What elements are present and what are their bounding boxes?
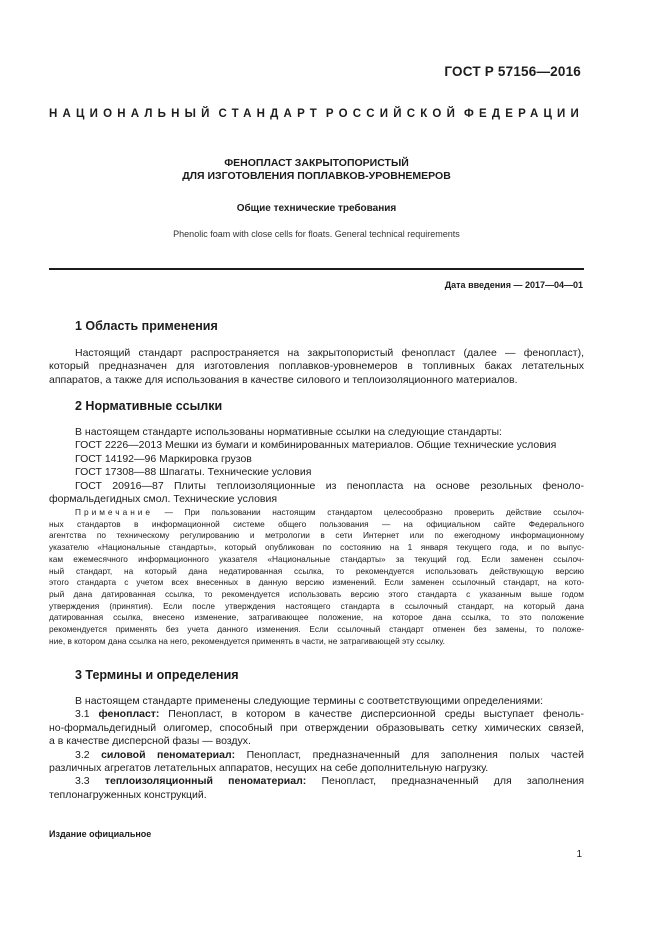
term-3-1 [75,708,584,721]
term-3-3 [75,775,584,788]
term-3-3-number: 3.3 [75,775,90,788]
term-3-3-definition: Пенопласт, предназначенный для заполнения [306,775,584,788]
section-1-heading: 1 Область применения [75,319,218,333]
note-line-8: рый дана датированная ссылка, то рекомендуется использовать версию этого стандарта с указанным выше годом [49,588,584,599]
section-1-line-3: аппаратов, а также для использования в качестве силового и теплоизоляционного материалов. [49,373,518,386]
section-2-body [49,426,584,506]
reference-gost-17308: ГОСТ 17308—88 Шпагаты. Технические условия [75,466,312,479]
term-3-1-name: фенопласт: [98,708,160,721]
note-line-9: утверждения (принятия). Если после утверждения настоящего стандарта в ссылочный стандарт, на который дана [49,600,584,611]
gost-number: ГОСТ Р 57156—2016 [444,64,581,79]
national-standard-word: СТАНДАРТ [218,108,323,120]
term-3-3-cont-1: теплонагруженных конструкций. [49,788,207,801]
note-line-7: этого стандарта с учетом всех внесенных в данную версию изменений. Если заменен ссылочный стандарт, на кото- [49,577,584,588]
document-subtitle: Общие технические требования [236,203,397,214]
term-3-2-name: силовой пеноматериал: [101,748,236,761]
section-2-intro: В настоящем стандарте использованы нормативные ссылки на следующие стандарты: [75,426,502,438]
term-3-2-definition: Пенопласт, предназначенный для заполнения полых частей [235,748,584,761]
national-standard-word: НАЦИОНАЛЬНЫЙ [49,108,215,120]
note-line-6: ный стандарт, на который дана недатированная ссылка, то рекомендуется использовать действующую версию [49,565,584,576]
section-1-line-2: который предназначен для изготовления поплавков-уровнемеров в топливных баках летательных [49,360,584,373]
national-standard-word: РОССИЙСКОЙ [325,108,461,120]
term-3-1-definition: Пенопласт, в котором в качестве дисперсионной среды выступает феноль- [159,708,584,721]
english-title: Phenolic foam with close cells for floats. General technical requirements [173,229,460,239]
term-3-2 [75,749,584,762]
term-3-2-cont-1: различных агрегатов летательных аппаратов, несущих на себе дополнительную нагрузку. [49,762,489,775]
term-3-2-number: 3.2 [75,748,90,761]
term-3-1-number: 3.1 [75,708,90,721]
note-line-2: ных стандартов в информационной системе общего пользования — на официальном сайте Федерального [49,518,584,529]
section-2-note [49,507,584,647]
page-number: 1 [576,849,582,860]
note-line-1-text: — При пользовании настоящим стандартом целесообразно проверить действие ссылоч- [153,507,584,517]
reference-gost-20916: ГОСТ 20916—87 Плиты теплоизоляционные из пенопласта на основе резольных феноло- [75,479,584,492]
term-3-3-name: теплоизоляционный пеноматериал: [104,775,307,788]
term-3-1-cont-2: а в качестве дисперсной фазы — воздух. [49,735,251,748]
national-standard-word: ФЕДЕРАЦИИ [463,108,584,120]
section-3-intro: В настоящем стандарте применены следующие термины с соответствующими определениями: [75,695,544,707]
reference-gost-20916-cont: формальдегидных смол. Технические условия [49,493,278,506]
note-line-4: указателю «Национальные стандарты», который опубликован по состоянию на 1 января текущего года, и по выпус- [49,542,584,553]
document-title [49,157,584,183]
section-3-heading: 3 Термины и определения [75,668,239,682]
reference-gost-14192: ГОСТ 14192—96 Маркировка грузов [75,452,252,465]
note-line-5: кам ежемесячного информационного указателя «Национальные стандарты» за текущий год. Если заменен ссылоч- [49,553,584,564]
note-line-10: датированная ссылка, внесено изменение, затрагивающее положение, на которое дана ссылка, то это положение [49,612,584,623]
section-1-body [49,347,584,387]
note-line-11: рекомендуется применять без учета данного изменения. Если ссылочный стандарт отменен без замены, то положе- [49,624,584,635]
reference-gost-2226: ГОСТ 2226—2013 Мешки из бумаги и комбинированных материалов. Общие технические условия [75,439,557,452]
official-edition-label: Издание официальное [49,829,152,839]
section-1-line-1: Настоящий стандарт распространяется на закрытопористый фенопласт (далее — фенопласт), [75,347,584,359]
introduction-date: Дата введения — 2017—04—01 [444,280,583,290]
note-line-1 [75,507,584,519]
note-line-12: ние, в котором дана ссылка на него, рекомендуется применять в части, не затрагивающей эту ссылку. [49,635,445,646]
note-label: Примечание [75,507,154,517]
national-standard-header [49,108,584,120]
header-divider [49,268,584,270]
section-2-heading: 2 Нормативные ссылки [75,399,223,413]
note-line-3: агентства по техническому регулированию и метрологии в сети Интернет или по ежегодному информационному [49,530,584,541]
section-3-body [49,695,584,802]
title-line-2: ДЛЯ ИЗГОТОВЛЕНИЯ ПОПЛАВКОВ-УРОВНЕМЕРОВ [182,170,451,182]
term-3-1-cont-1: но-формальдегидный олигомер, способный при отверждении образовывать сетку химических связей, [49,721,584,734]
title-line-1: ФЕНОПЛАСТ ЗАКРЫТОПОРИСТЫЙ [224,157,409,169]
